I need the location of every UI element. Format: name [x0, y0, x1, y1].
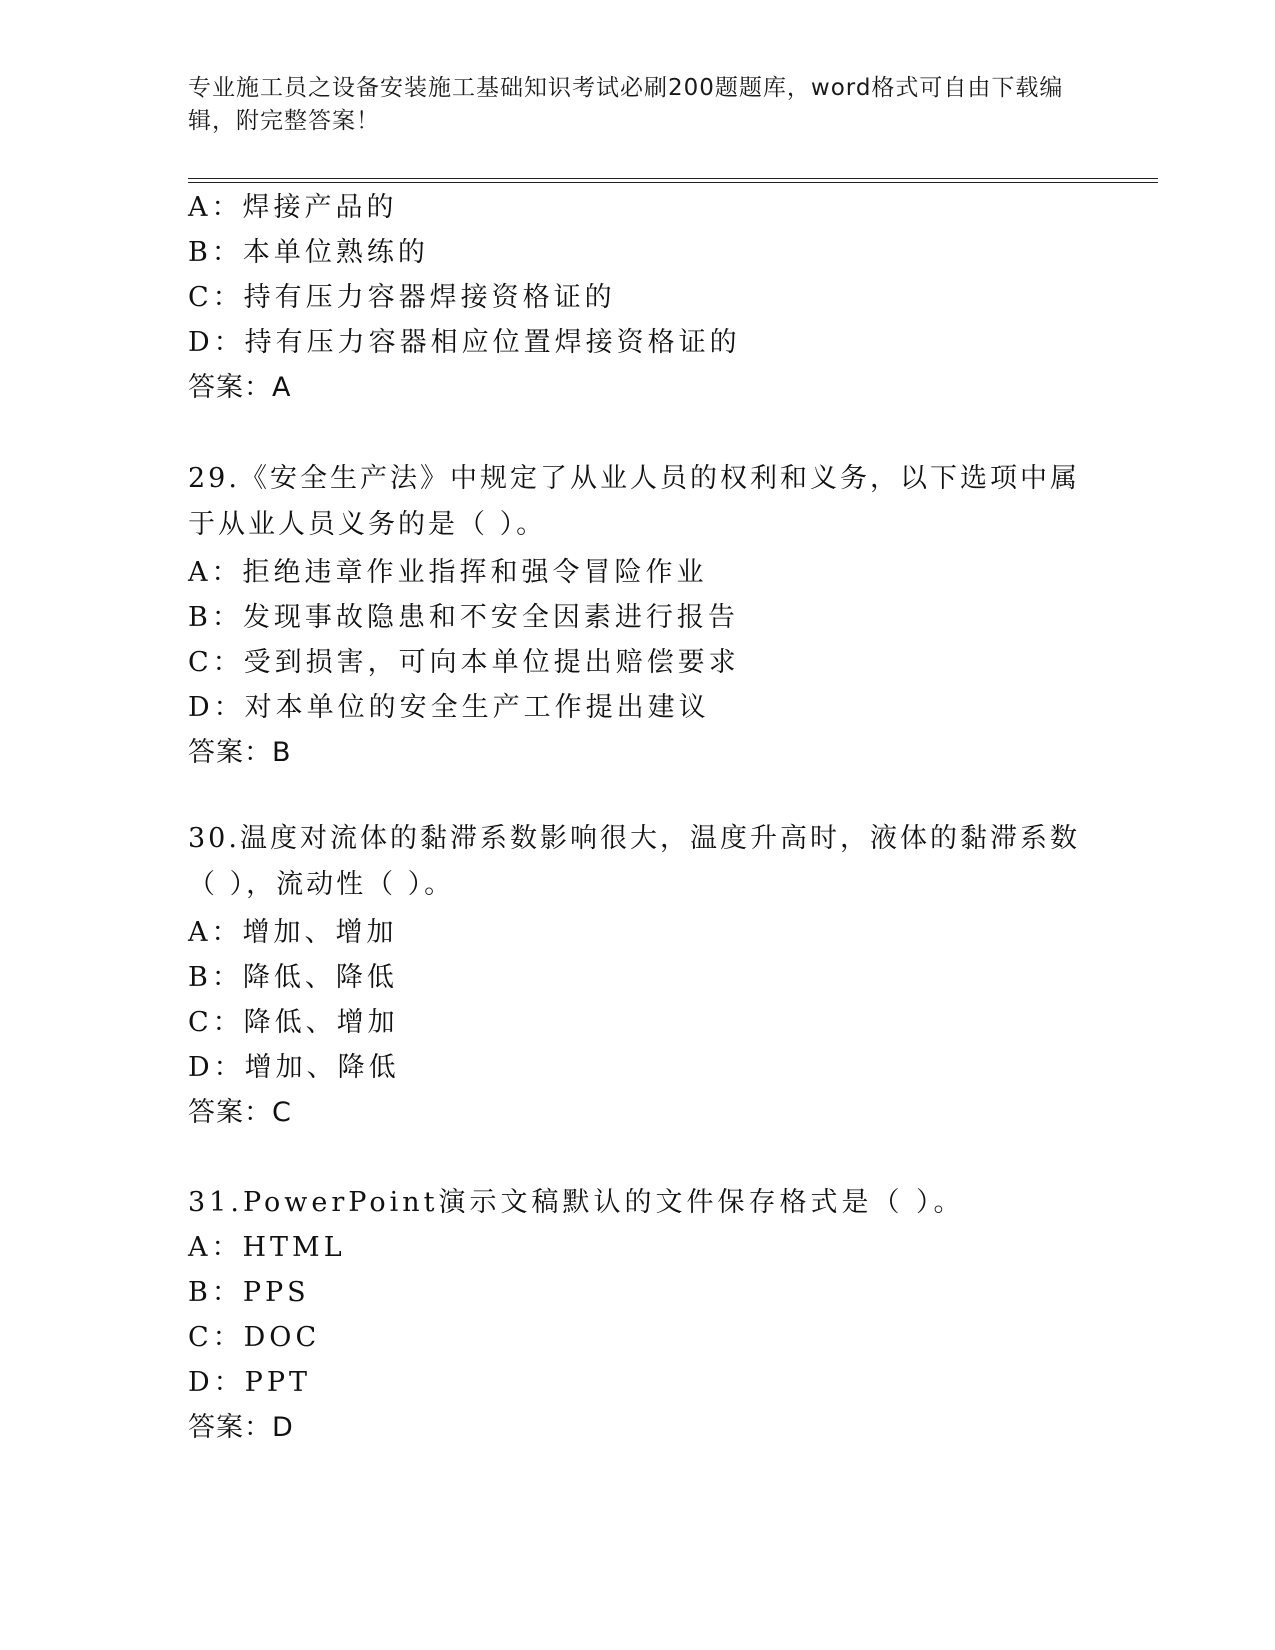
- q29-answer: 答案：B: [188, 737, 292, 768]
- q31-option-a: A：HTML: [188, 1232, 346, 1263]
- q28-option-a: A：焊接产品的: [188, 192, 398, 223]
- q29-option-b: B：发现事故隐患和不安全因素进行报告: [188, 602, 739, 633]
- header-divider: [188, 178, 1158, 183]
- q29-question: 29.《安全生产法》中规定了从业人员的权利和义务，以下选项中属于从业人员义务的是（ ）。: [188, 463, 1080, 540]
- q30-question: 30.温度对流体的黏滞系数影响很大，温度升高时，液体的黏滞系数（ ），流动性（ ）。: [188, 823, 1080, 900]
- q30-answer: 答案：C: [188, 1097, 292, 1128]
- q30-option-a: A：增加、增加: [188, 917, 398, 948]
- q28-option-d: D：持有压力容器相应位置焊接资格证的: [188, 327, 741, 358]
- q28-option-c: C：持有压力容器焊接资格证的: [188, 282, 616, 313]
- document-header: 专业施工员之设备安装施工基础知识考试必刷200题题库，word格式可自由下载编辑，附完整答案！: [188, 75, 1064, 134]
- q31-option-d: D：PPT: [188, 1367, 311, 1398]
- q31-option-b: B：PPS: [188, 1277, 310, 1308]
- q30-option-b: B：降低、降低: [188, 962, 398, 993]
- q28-answer: 答案：A: [188, 372, 292, 403]
- q28-option-b: B：本单位熟练的: [188, 237, 429, 268]
- q31-question: 31.PowerPoint演示文稿默认的文件保存格式是（ ）。: [188, 1187, 965, 1218]
- q31-answer: 答案：D: [188, 1412, 294, 1443]
- q31-option-c: C：DOC: [188, 1322, 321, 1353]
- q29-option-d: D：对本单位的安全生产工作提出建议: [188, 692, 710, 723]
- q30-option-c: C：降低、增加: [188, 1007, 399, 1038]
- q29-option-c: C：受到损害，可向本单位提出赔偿要求: [188, 647, 740, 678]
- q29-option-a: A：拒绝违章作业指挥和强令冒险作业: [188, 557, 708, 588]
- q30-option-d: D：增加、降低: [188, 1052, 400, 1083]
